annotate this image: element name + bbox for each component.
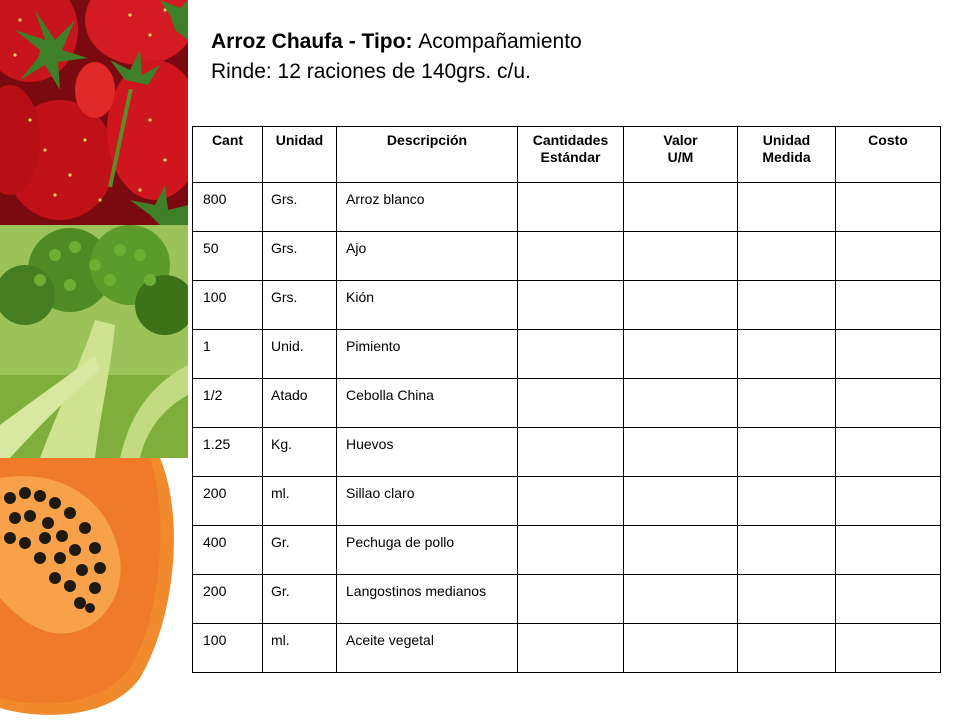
cell-unidad-medida [738, 232, 836, 281]
cell-unidad-medida [738, 379, 836, 428]
column-header-unidad: Unidad [263, 127, 337, 183]
cell-cant: 200 [193, 575, 263, 624]
papaya-image [0, 458, 188, 720]
cell-unidad: Kg. [263, 428, 337, 477]
cell-costo [836, 624, 941, 673]
cell-unidad-medida [738, 526, 836, 575]
cell-valor-um [624, 624, 738, 673]
cell-unidad-medida [738, 183, 836, 232]
table-row [193, 379, 941, 428]
cell-unidad: ml. [263, 624, 337, 673]
table-row [193, 624, 941, 673]
cell-descripcion: Pechuga de pollo [337, 526, 518, 575]
cell-descripcion: Arroz blanco [337, 183, 518, 232]
cell-cantidades-estandar [518, 183, 624, 232]
cell-unidad-medida [738, 624, 836, 673]
cell-cantidades-estandar [518, 281, 624, 330]
cell-cantidades-estandar [518, 477, 624, 526]
cell-costo [836, 575, 941, 624]
recipe-cost-table [192, 126, 941, 673]
cell-cantidades-estandar [518, 232, 624, 281]
column-header-cantidades-estandar: Cantidades Estándar [518, 127, 624, 183]
broccoli-image [0, 225, 188, 458]
cell-costo [836, 330, 941, 379]
cell-cant: 1 [193, 330, 263, 379]
table-row [193, 281, 941, 330]
title-line-1 [211, 27, 582, 57]
table-row [193, 183, 941, 232]
recipe-title [211, 27, 582, 87]
cell-valor-um [624, 575, 738, 624]
cell-unidad: Grs. [263, 281, 337, 330]
cell-cant: 50 [193, 232, 263, 281]
cell-cant: 400 [193, 526, 263, 575]
dish-name: Arroz Chaufa [211, 30, 343, 53]
cell-unidad: Grs. [263, 183, 337, 232]
table-row [193, 526, 941, 575]
cell-descripcion: Aceite vegetal [337, 624, 518, 673]
yield-text: Rinde: 12 raciones de 140grs. c/u. [211, 60, 531, 83]
cell-descripcion: Huevos [337, 428, 518, 477]
column-header-descripcion: Descripción [337, 127, 518, 183]
cell-unidad-medida [738, 281, 836, 330]
cell-cantidades-estandar [518, 575, 624, 624]
cell-costo [836, 281, 941, 330]
cell-cant: 100 [193, 281, 263, 330]
cell-unidad-medida [738, 575, 836, 624]
cell-cant: 800 [193, 183, 263, 232]
dish-type: Acompañamiento [418, 30, 582, 53]
cell-cantidades-estandar [518, 330, 624, 379]
cell-cantidades-estandar [518, 526, 624, 575]
cell-descripcion: Ajo [337, 232, 518, 281]
table-row [193, 232, 941, 281]
cell-costo [836, 477, 941, 526]
table-row [193, 477, 941, 526]
cell-valor-um [624, 526, 738, 575]
column-header-costo: Costo [836, 127, 941, 183]
column-header-valor-um: Valor U/M [624, 127, 738, 183]
cell-costo [836, 526, 941, 575]
cell-valor-um [624, 183, 738, 232]
cell-unidad: ml. [263, 477, 337, 526]
cell-cantidades-estandar [518, 428, 624, 477]
table-row [193, 575, 941, 624]
cell-cant: 1.25 [193, 428, 263, 477]
table-row [193, 428, 941, 477]
cell-costo [836, 183, 941, 232]
food-photo-strip [0, 0, 188, 720]
cell-unidad: Unid. [263, 330, 337, 379]
cell-descripcion: Langostinos medianos [337, 575, 518, 624]
cell-cant: 200 [193, 477, 263, 526]
cell-cant: 100 [193, 624, 263, 673]
cell-valor-um [624, 330, 738, 379]
cell-descripcion: Cebolla China [337, 379, 518, 428]
table-header-row [193, 127, 941, 183]
cell-cant: 1/2 [193, 379, 263, 428]
cell-unidad-medida [738, 477, 836, 526]
cell-costo [836, 232, 941, 281]
strawberries-image [0, 0, 188, 225]
cell-valor-um [624, 281, 738, 330]
cell-unidad-medida [738, 330, 836, 379]
cell-descripcion: Kión [337, 281, 518, 330]
column-header-unidad-medida: Unidad Medida [738, 127, 836, 183]
cell-valor-um [624, 477, 738, 526]
type-separator: - Tipo: [342, 30, 419, 53]
cell-unidad: Gr. [263, 575, 337, 624]
cell-cantidades-estandar [518, 379, 624, 428]
cell-valor-um [624, 379, 738, 428]
cell-costo [836, 379, 941, 428]
column-header-cant: Cant [193, 127, 263, 183]
cell-unidad: Grs. [263, 232, 337, 281]
cell-cantidades-estandar [518, 624, 624, 673]
cell-descripcion: Pimiento [337, 330, 518, 379]
cell-valor-um [624, 232, 738, 281]
cell-unidad-medida [738, 428, 836, 477]
cell-unidad: Gr. [263, 526, 337, 575]
cell-descripcion: Sillao claro [337, 477, 518, 526]
cell-costo [836, 428, 941, 477]
cell-valor-um [624, 428, 738, 477]
cell-unidad: Atado [263, 379, 337, 428]
table-row [193, 330, 941, 379]
